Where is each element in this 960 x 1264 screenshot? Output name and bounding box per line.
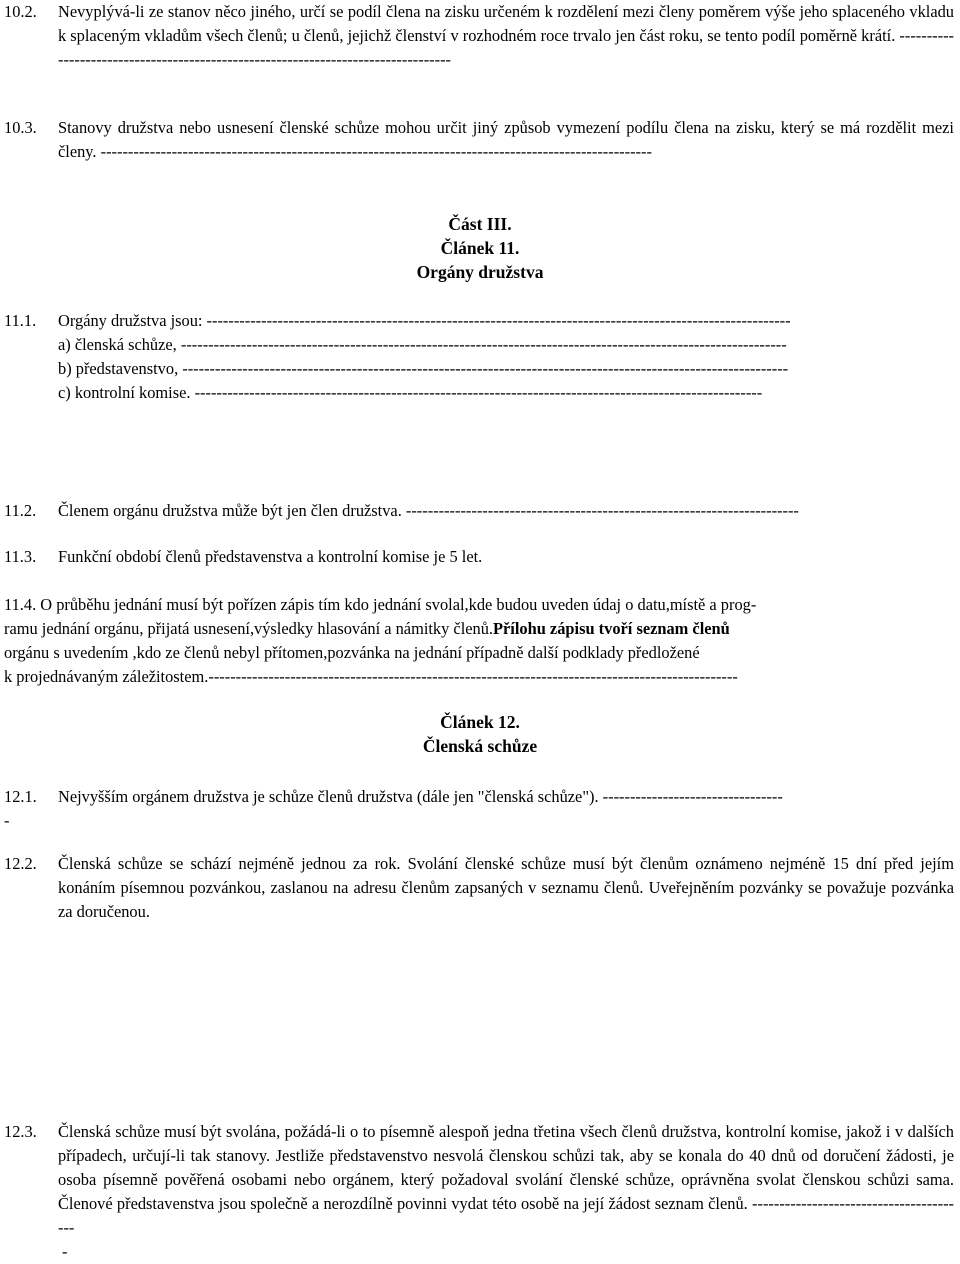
paragraph-number: 12.2. (4, 854, 37, 873)
paragraph-text: Členská schůze musí být svolána, požádá-li o to písemně alespoň jedna třetina všech členů družstva, kontrolní komise, jakož i v dalších případech, určují-li tak stanovy. Jestliže představenstvo nesvolá členskou schůzi tak, aby se konala do 40 dnů od doručení žádosti, je osoba písemně pověřená osobami nebo orgánem, který požadoval svolání členské schůze, oprávněna svolat členskou schůzi sama. Členové představenstva jsou společně a nerozdílně povinni vydat této osobě na její žádost seznam členů. ---------------------------------------- (58, 1122, 954, 1237)
paragraph-10-2 (0, 0, 960, 72)
article-12-heading (0, 710, 960, 758)
article-number: Článek 11. (440, 238, 520, 258)
paragraph-text: Členem orgánu družstva může být jen člen družstva. ------------------------------------------------------------------------ (58, 501, 799, 520)
paragraph-text: ramu jednání orgánu, přijatá usnesení,výsledky hlasování a námitky členů. (4, 619, 494, 638)
paragraph-number: 12.3. (4, 1122, 37, 1141)
paragraph-text: Členská schůze se schází nejméně jednou za rok. Svolání členské schůze musí být členům oznámeno nejméně 15 dní před jejím konáním písemnou pozvánkou, zaslanou na adresu členům zapsaných v seznamu členů. Uveřejněním pozvánky se považuje pozvánka za doručenou. (58, 854, 954, 921)
paragraph-11-1 (0, 309, 960, 405)
part-title: Část III. (448, 214, 512, 234)
bold-text: Přílohu zápisu tvoří seznam členů (493, 619, 730, 638)
article-title: Členská schůze (422, 736, 538, 756)
article-number: Článek 12. (440, 712, 520, 732)
paragraph-tail: - (4, 811, 10, 830)
paragraph-line (4, 617, 954, 641)
paragraph-text: Nejvyšším orgánem družstva je schůze členů družstva (dále jen "členská schůze"). --------------------------------- (58, 787, 783, 806)
paragraph-text: Orgány družstva jsou: ----------------------------------------------------------------------------------------------------------- (58, 311, 791, 330)
paragraph-11-4 (0, 593, 960, 689)
list-item-c: c) kontrolní komise. -------------------------------------------------------------------------------------------------------- (58, 383, 763, 402)
paragraph-12-3 (0, 1120, 960, 1264)
paragraph-number: 10.2. (4, 2, 37, 21)
paragraph-11-2 (0, 499, 960, 523)
paragraph-number: 11.3. (4, 547, 37, 566)
list-item-a: a) členská schůze, --------------------------------------------------------------------------------------------------------------- (58, 335, 787, 354)
paragraph-10-3 (0, 116, 960, 164)
list-item-b: b) představenstvo, --------------------------------------------------------------------------------------------------------------- (58, 359, 789, 378)
paragraph-text: Stanovy družstva nebo usnesení členské schůze mohou určit jiný způsob vymezení podílu člena na zisku, který se má rozdělit mezi členy. ----------------------------------------------------------------------------------------------------- (58, 118, 954, 161)
paragraph-number: 12.1. (4, 787, 37, 806)
paragraph-number: 10.3. (4, 118, 37, 137)
paragraph-line: orgánu s uvedením ,kdo ze členů nebyl přítomen,pozvánka na jednání případně další podklady předložené (4, 643, 700, 662)
article-title: Orgány družstva (416, 262, 544, 282)
paragraph-number: 11.1. (4, 311, 37, 330)
paragraph-11-3 (0, 545, 960, 569)
paragraph-text: Nevyplývá-li ze stanov něco jiného, určí se podíl člena na zisku určeném k rozdělení mezi členy poměrem výše jeho splaceného vkladu k splaceným vkladům všech členů; u členů, jejichž členství v rozhodném roce trvalo jen část roku, se tento podíl poměrně krátí. ---------------------------------------------------------------------------------- (58, 2, 954, 69)
paragraph-12-2 (0, 852, 960, 924)
part-3-heading (0, 212, 960, 284)
paragraph-line: 11.4. O průběhu jednání musí být pořízen zápis tím kdo jednání svolal,kde budou uveden údaj o datu,místě a prog- (4, 595, 757, 614)
paragraph-tail: - (62, 1242, 68, 1261)
paragraph-line: k projednávaným záležitostem.------------------------------------------------------------------------------------------------- (4, 667, 738, 686)
paragraph-12-1 (0, 785, 960, 833)
paragraph-text: Funkční období členů představenstva a kontrolní komise je 5 let. (58, 547, 483, 566)
paragraph-number: 11.2. (4, 501, 37, 520)
